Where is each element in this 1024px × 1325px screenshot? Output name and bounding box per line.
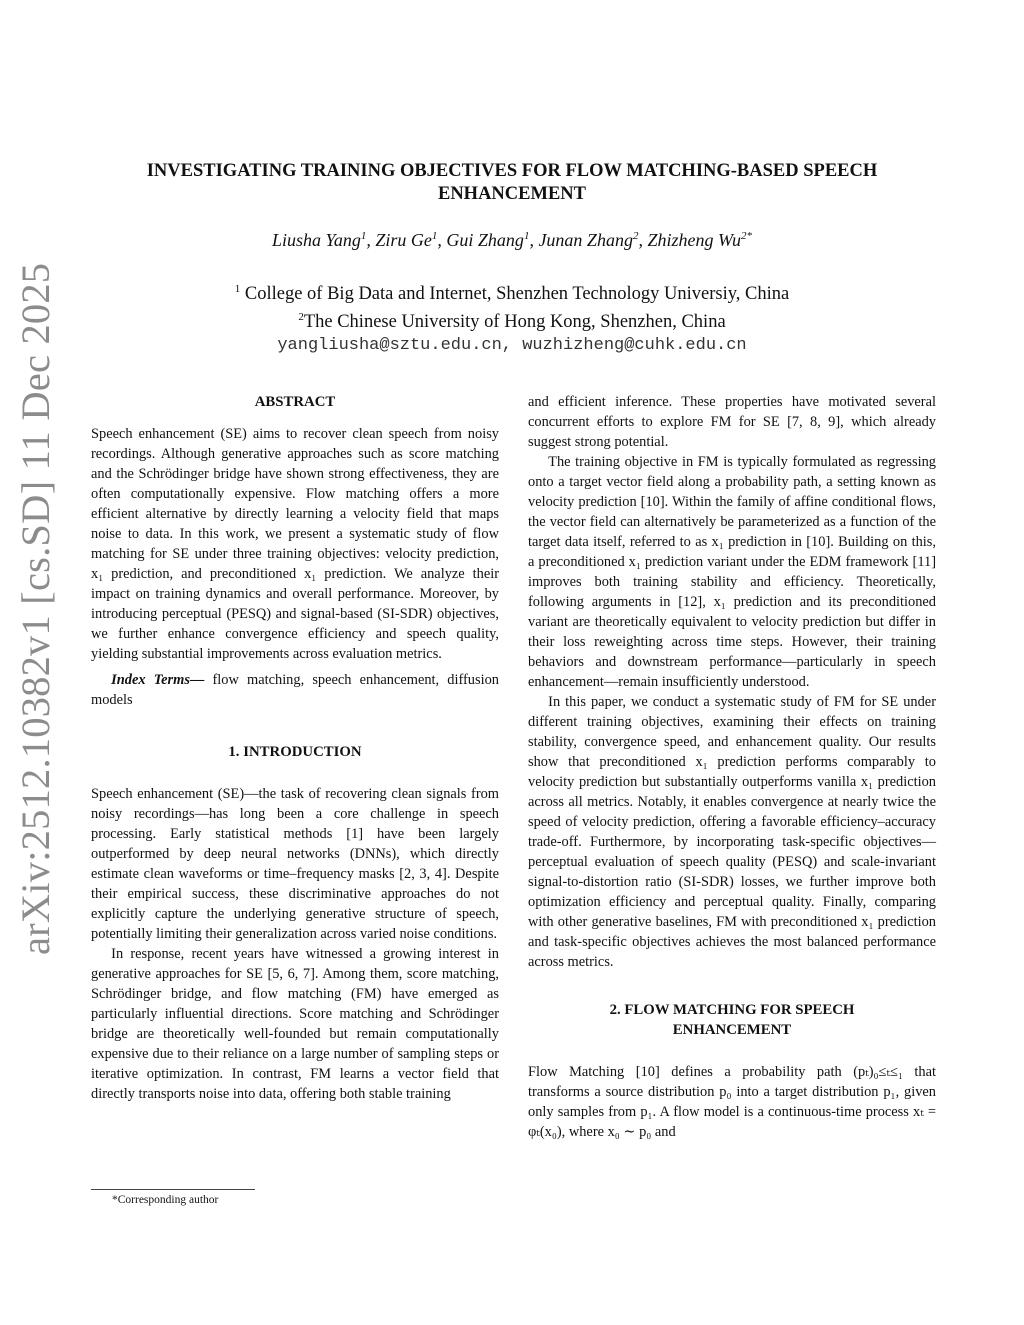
- section-2-heading: 2. FLOW MATCHING FOR SPEECH ENHANCEMENT: [609, 1002, 855, 1038]
- author-emails: yangliusha@sztu.edu.cn, wuzhizheng@cuhk.edu.cn: [277, 336, 747, 356]
- author-affiliation-mark: 1: [523, 230, 530, 242]
- author-affiliation-mark: 1: [431, 230, 438, 242]
- author-affiliation-mark: 2*: [740, 230, 752, 242]
- author-name: Gui Zhang: [446, 230, 524, 250]
- section-2-paragraph-1: Flow Matching [10] defines a probability path (pₜ)₀≤ₜ≤₁ that transforms a source distribution p₀ into a target distribution p₁, given only samples from p₁. A flow model is a continuous-time process xₜ = φₜ(x₀), where x₀ ∼ p₀ and: [528, 1064, 936, 1140]
- index-terms-label: Index Terms—: [111, 672, 205, 688]
- abstract-text: Speech enhancement (SE) aims to recover clean speech from noisy recordings. Although generative approaches such as score matching and the Schrödinger bridge have shown strong effectiveness, they are often computationally expensive. Flow matching offers a more efficient alternative by directly learning a velocity field that maps noise to data. In this work, we present a systematic study of flow matching for SE under three training objectives: velocity prediction, x₁ prediction, and preconditioned x₁ prediction. We analyze their impact on training dynamics and overall performance. Moreover, by introducing perceptual (PESQ) and signal-based (SI-SDR) objectives, we further enhance convergence efficiency and speech quality, yielding substantial improvements across evaluation metrics.: [91, 426, 499, 662]
- intro-paragraph-3: The training objective in FM is typically formulated as regressing onto a target vector field along a probability path, a setting known as velocity prediction [10]. Within the family of affine conditional flows, the vector field can alternatively be parameterized as a function of the target data itself, referred to as x₁ prediction in [10]. Building on this, a preconditioned x₁ prediction variant under the EDM framework [11] improves both training stability and efficiency. Theoretically, following arguments in [12], x₁ prediction and its preconditioned variant are theoretically equivalent to velocity prediction but differ in their loss reweighting across time steps. However, their training behaviors and downstream performance—particularly in speech enhancement—remain insufficiently understood.: [528, 454, 936, 690]
- intro-heading: 1. INTRODUCTION: [228, 744, 362, 760]
- affiliation-1: $^1$ College of Big Data and Internet, Shenzhen Technology Universiy, China: [234, 283, 790, 305]
- paper-title: INVESTIGATING TRAINING OBJECTIVES FOR FLOW MATCHING-BASED SPEECH ENHANCEMENT: [146, 161, 878, 204]
- author-name: Liusha Yang: [272, 230, 361, 250]
- author-name: Zhizheng Wu: [647, 230, 741, 250]
- intro-paragraph-2: In response, recent years have witnessed a growing interest in generative approaches for SE [5, 6, 7]. Among them, score matching, Schrödinger bridge, and flow matching (FM) have emerged as particularly influential directions. Score matching and Schrödinger bridge are theoretically well-founded but remain computationally expensive due to their reliance on a large number of sampling steps or iterative optimization. In contrast, FM learns a vector field that directly transports noise into data, offering both stable training: [91, 946, 499, 1102]
- author-list: Liusha Yang$^1$, Ziru Ge$^1$, Gui Zhang$^1$, Junan Zhang$^2$, Zhizheng $Wu^{2*}$: [272, 230, 752, 250]
- intro-paragraph-2-continued: and efficient inference. These properties have motivated several concurrent efforts to explore FM for SE [7, 8, 9], which already suggest strong potential.: [528, 394, 936, 450]
- affiliation-2: $^2$The Chinese University of Hong Kong, Shenzhen, China: [298, 311, 726, 333]
- left-column: [91, 392, 499, 1104]
- abstract-heading: ABSTRACT: [254, 394, 336, 410]
- arxiv-identifier-stamp: arXiv:2512.10382v1 [cs.SD] 11 Dec 2025: [13, 262, 58, 955]
- author-name: Junan Zhang: [538, 230, 633, 250]
- intro-paragraph-4: In this paper, we conduct a systematic study of FM for SE under different training objectives, examining their effects on training stability, convergence speed, and enhancement quality. Our results show that preconditioned x₁ prediction performs comparably to velocity prediction but substantially outperforms vanilla x₁ prediction across all metrics. Notably, it enables convergence at nearly twice the speed of velocity prediction, offering a favorable efficiency–accuracy trade-off. Furthermore, by incorporating task-specific objectives—perceptual evaluation of speech quality (PESQ) and scale-invariant signal-to-distortion ratio (SI-SDR) losses, we further improve both optimization efficiency and perceptual quality. Finally, comparing with other generative baselines, FM with preconditioned x₁ prediction and task-specific objectives achieves the most balanced performance across metrics.: [528, 694, 936, 970]
- footnote-divider: [91, 1189, 255, 1190]
- footnote-corresponding-author: *Corresponding author: [112, 1194, 219, 1206]
- intro-paragraph-1: Speech enhancement (SE)—the task of recovering clean signals from noisy recordings—has long been a core challenge in speech processing. Early statistical methods [1] have been largely outperformed by deep neural networks (DNNs), which directly estimate clean waveforms or time–frequency masks [2, 3, 4]. Despite their empirical success, these discriminative approaches do not explicitly capture the underlying generative structure of speech, potentially limiting their generalization across varied noise conditions.: [91, 786, 499, 942]
- index-terms: Index Terms— flow matching, speech enhancement, diffusion models: [91, 672, 499, 708]
- author-affiliation-mark: 1: [360, 230, 367, 242]
- affiliation-block: [100, 278, 924, 357]
- author-affiliation-mark: 2: [632, 230, 639, 242]
- author-name: Ziru Ge: [375, 230, 432, 250]
- right-column: [528, 392, 936, 1142]
